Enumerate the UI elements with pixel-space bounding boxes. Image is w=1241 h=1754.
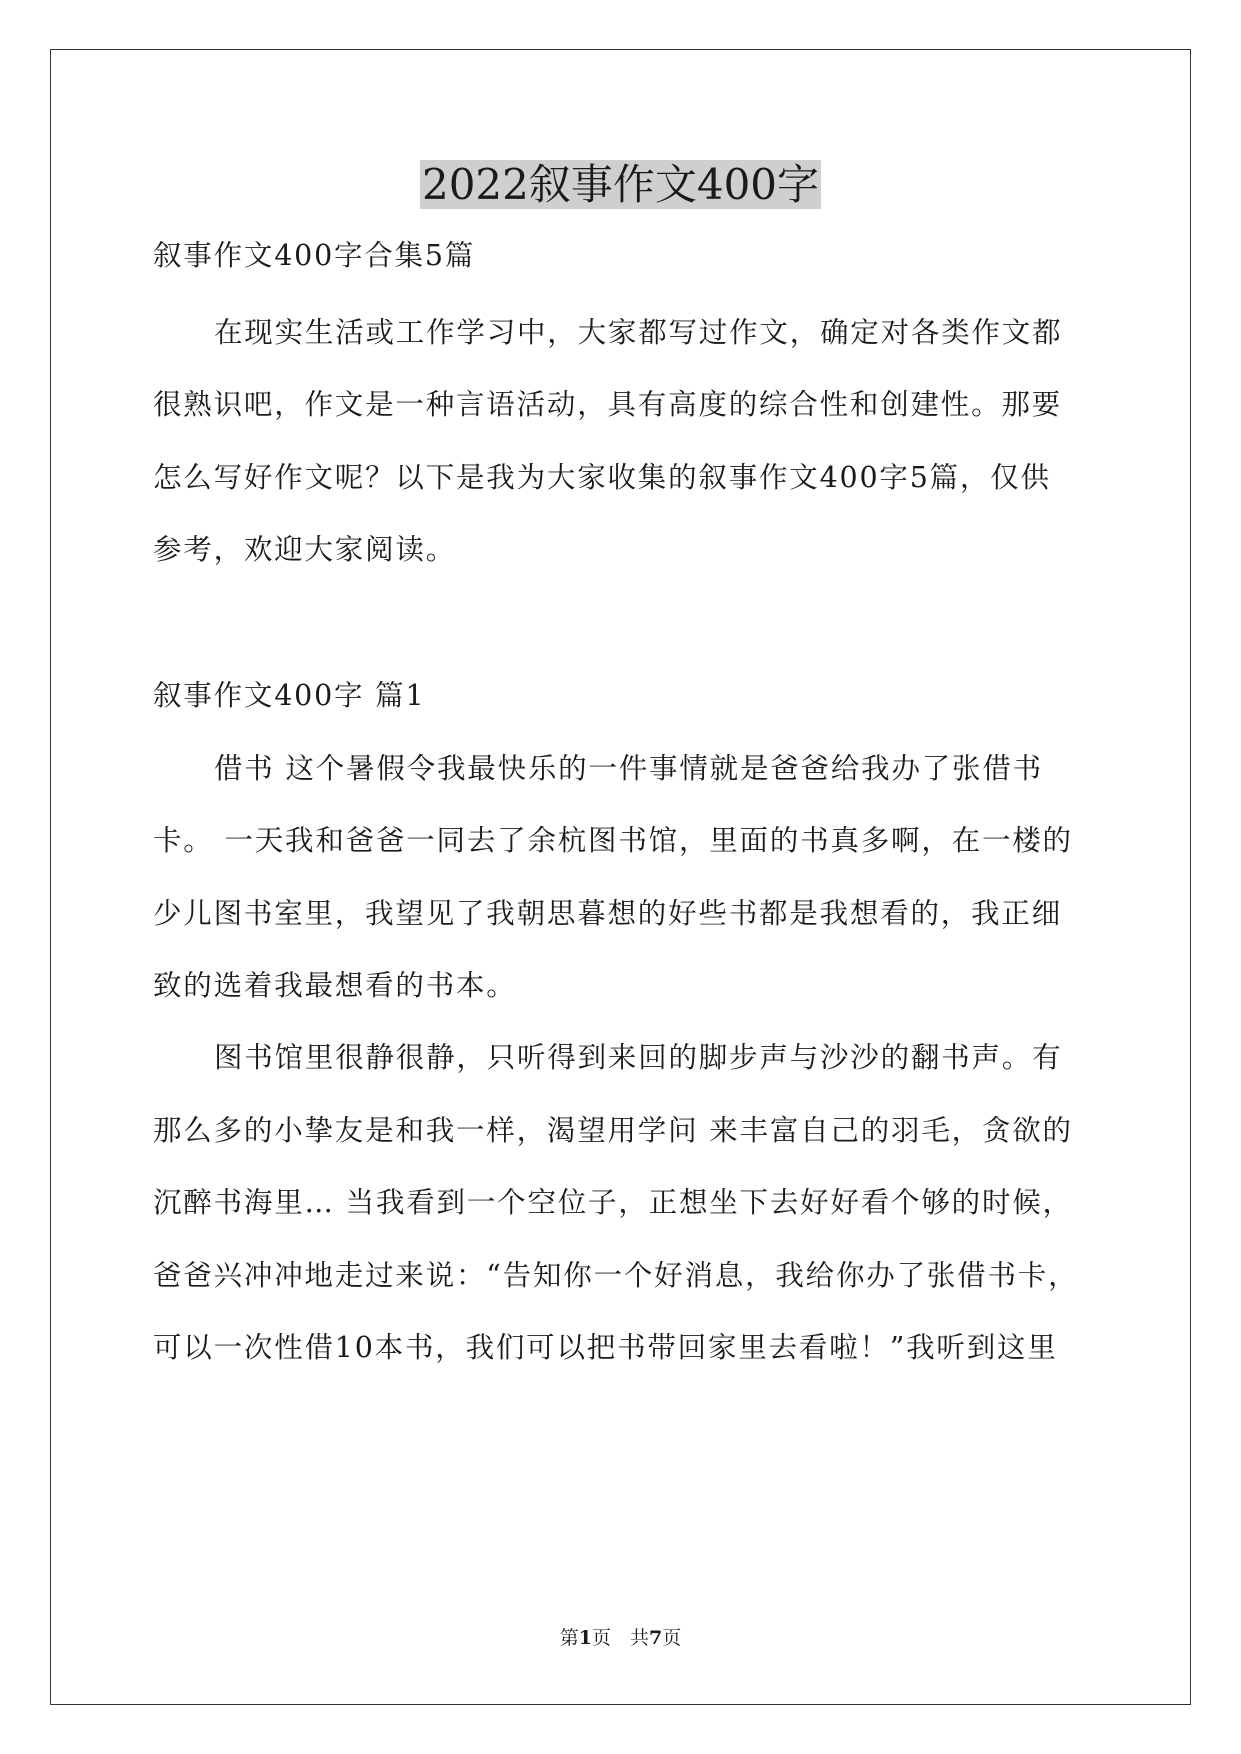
footer-page-total: 7: [649, 1627, 663, 1649]
document-title: [0, 156, 1241, 214]
footer-page-suffix: 页: [662, 1627, 682, 1649]
footer-page-mid: 页 共: [591, 1627, 649, 1649]
body-line: 可以一次性借10本书，我们可以把书带回家里去看啦！”我听到这里: [153, 1331, 1058, 1364]
body-line: 图书馆里很静很静，只听得到来回的脚步声与沙沙的翻书声。有: [214, 1041, 1063, 1074]
footer-page-prefix: 第: [559, 1627, 579, 1649]
footer-page-current: 1: [578, 1627, 592, 1649]
intro-line: 怎么写好作文呢？以下是我为大家收集的叙事作文400字5篇，仅供: [153, 461, 1051, 494]
body-line: 那么多的小挚友是和我一样，渴望用学问 来丰富自己的羽毛，贪欲的: [153, 1114, 1073, 1147]
section-heading: 叙事作文400字 篇1: [153, 679, 426, 712]
page-border: [50, 49, 1191, 1705]
collection-heading: 叙事作文400字合集5篇: [153, 239, 476, 272]
body-line: 少儿图书室里，我望见了我朝思暮想的好些书都是我想看的，我正细: [153, 897, 1063, 930]
page-footer: [0, 1625, 1241, 1651]
intro-line: 在现实生活或工作学习中，大家都写过作文，确定对各类作文都: [214, 316, 1063, 349]
body-line: 沉醉书海里… 当我看到一个空位子，正想坐下去好好看个够的时候，: [153, 1186, 1073, 1219]
body-line: 爸爸兴冲冲地走过来说：“告知你一个好消息，我给你办了张借书卡，: [153, 1259, 1079, 1292]
body-line: 借书 这个暑假令我最快乐的一件事情就是爸爸给我办了张借书: [214, 752, 1043, 785]
document-title-text: 2022叙事作文400字: [421, 160, 820, 209]
intro-line: 参考，欢迎大家阅读。: [153, 533, 457, 566]
body-line: 致的选着我最想看的书本。: [153, 969, 517, 1002]
body-line: 卡。 一天我和爸爸一同去了余杭图书馆，里面的书真多啊，在一楼的: [153, 824, 1073, 857]
intro-line: 很熟识吧，作文是一种言语活动，具有高度的综合性和创建性。那要: [153, 388, 1063, 421]
